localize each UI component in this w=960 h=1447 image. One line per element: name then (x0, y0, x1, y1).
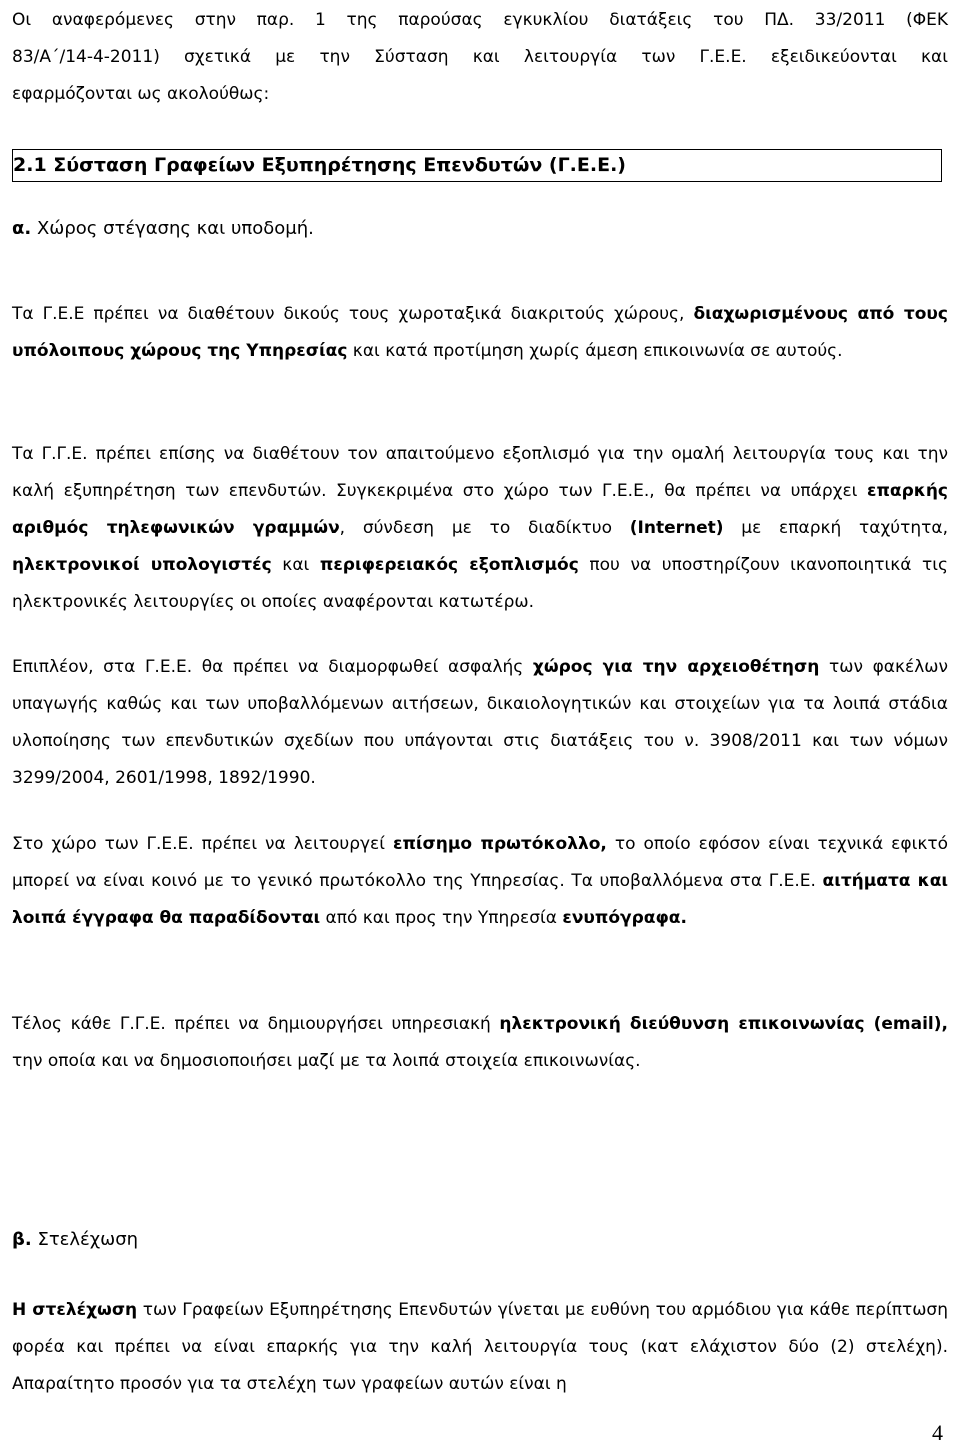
page-number: 4 (932, 1420, 943, 1445)
subsection-a-title: Χώρος στέγασης και υποδομή. (31, 218, 314, 239)
bold-run: διαχωρισμένους από τους υπόλοιπους χώρους της Υπηρεσίας (12, 304, 948, 361)
bold-run: ενυπόγραφα. (562, 908, 687, 928)
section-heading: 2.1 Σύσταση Γραφείων Εξυπηρέτησης Επενδυτών (Γ.Ε.Ε.) (12, 149, 942, 182)
text-run: και κατά προτίμηση χωρίς άμεση επικοινωνία σε αυτούς. (347, 341, 843, 361)
bold-run: επαρκής αριθμός τηλεφωνικών γραμμών (12, 481, 948, 538)
text-run: που να υποστηρίζουν ικανοποιητικά τις ηλεκτρονικές λειτουργίες οι οποίες αναφέρονται κατωτέρω. (12, 555, 949, 612)
text-run: Στο χώρο των Γ.Ε.Ε. πρέπει να λειτουργεί (12, 834, 393, 854)
bold-run: ηλεκτρονική διεύθυνση επικοινωνίας (email), (499, 1014, 948, 1034)
bold-run: επίσημο πρωτόκολλο, (392, 834, 607, 854)
subsection-b-heading (12, 1220, 138, 1260)
bold-run: Η στελέχωση (12, 1300, 138, 1320)
paragraph-space (12, 296, 948, 370)
paragraph-staffing (12, 1292, 948, 1403)
text-run: από και προς την Υπηρεσία (320, 908, 563, 928)
text-run: το οποίο εφόσον είναι τεχνικά εφικτό μπορεί να είναι κοινό με το γενικό πρωτόκολλο της Υπηρεσίας. Τα υποβαλλόμενα στα Γ.Ε.Ε. (12, 834, 948, 891)
paragraph-archive (12, 649, 948, 797)
text-run: των φακέλων υπαγωγής καθώς και των υποβαλλόμενων αιτήσεων, δικαιολογητικών και στοιχείων για τα λοιπά στάδια υλοποίησης των επενδυτικών σχεδίων που υπάγονται στις διατάξεις του ν. 3908/2011 και των νόμων 3299/2004, 2601/1998, 1892/1990. (12, 657, 948, 788)
text-run: Επιπλέον, στα Γ.Ε.Ε. θα πρέπει να διαμορφωθεί ασφαλής (12, 657, 533, 677)
intro-line: 83/Α΄/14-4-2011) σχετικά με την Σύσταση και λειτουργία των Γ.Ε.Ε. εξειδικεύονται και (12, 47, 948, 67)
text-run: Τα Γ.Γ.Ε. πρέπει επίσης να διαθέτουν τον απαιτούμενο εξοπλισμό για την ομαλή λειτουργία τους και την καλή εξυπηρέτηση των επενδυτών. Συγκεκριμένα στο χώρο των Γ.Ε.Ε., θα πρέπει να υπάρχει (12, 444, 948, 501)
subsection-a-heading (12, 209, 314, 249)
intro-line: Οι αναφερόμενες στην παρ. 1 της παρούσας εγκυκλίου διατάξεις του ΠΔ. 33/2011 (ΦΕΚ (12, 10, 948, 30)
text-run: των Γραφείων Εξυπηρέτησης Επενδυτών γίνεται με ευθύνη του αρμόδιου για κάθε περίπτωση φορέα και πρέπει να είναι επαρκής για την καλή λειτουργία τους (κατ ελάχιστον δύο (2) στελέχη). Απαραίτητο προσόν για τα στελέχη των γραφείων αυτών είναι η (12, 1300, 948, 1394)
text-run: την οποία και να δημοσιοποιήσει μαζί με τα λοιπά στοιχεία επικοινωνίας. (12, 1051, 641, 1071)
paragraph-email (12, 1006, 948, 1080)
bold-run: αιτήματα και λοιπά έγγραφα θα παραδίδονται (12, 871, 948, 928)
intro-paragraph (12, 2, 948, 113)
bold-run: περιφερειακός εξοπλισμός (319, 555, 579, 575)
text-run: και (271, 555, 320, 575)
text-run: με επαρκή ταχύτητα, (723, 518, 948, 538)
subsection-a-letter: α. (12, 218, 32, 239)
subsection-b-title: Στελέχωση (31, 1229, 139, 1250)
text-run: , σύνδεση με το διαδίκτυο (339, 518, 630, 538)
paragraph-protocol (12, 826, 948, 937)
bold-run: χώρος για την αρχειοθέτηση (532, 657, 820, 677)
paragraph-equipment (12, 436, 948, 621)
intro-line: εφαρμόζονται ως ακολούθως: (12, 84, 270, 104)
bold-run: ηλεκτρονικοί υπολογιστές (12, 555, 272, 575)
text-run: Τέλος κάθε Γ.Γ.Ε. πρέπει να δημιουργήσει υπηρεσιακή (12, 1014, 500, 1034)
subsection-b-letter: β. (12, 1229, 32, 1250)
text-run: Τα Γ.Ε.Ε πρέπει να διαθέτουν δικούς τους χωροταξικά διακριτούς χώρους, (12, 304, 694, 324)
bold-run: (Internet) (629, 518, 724, 538)
